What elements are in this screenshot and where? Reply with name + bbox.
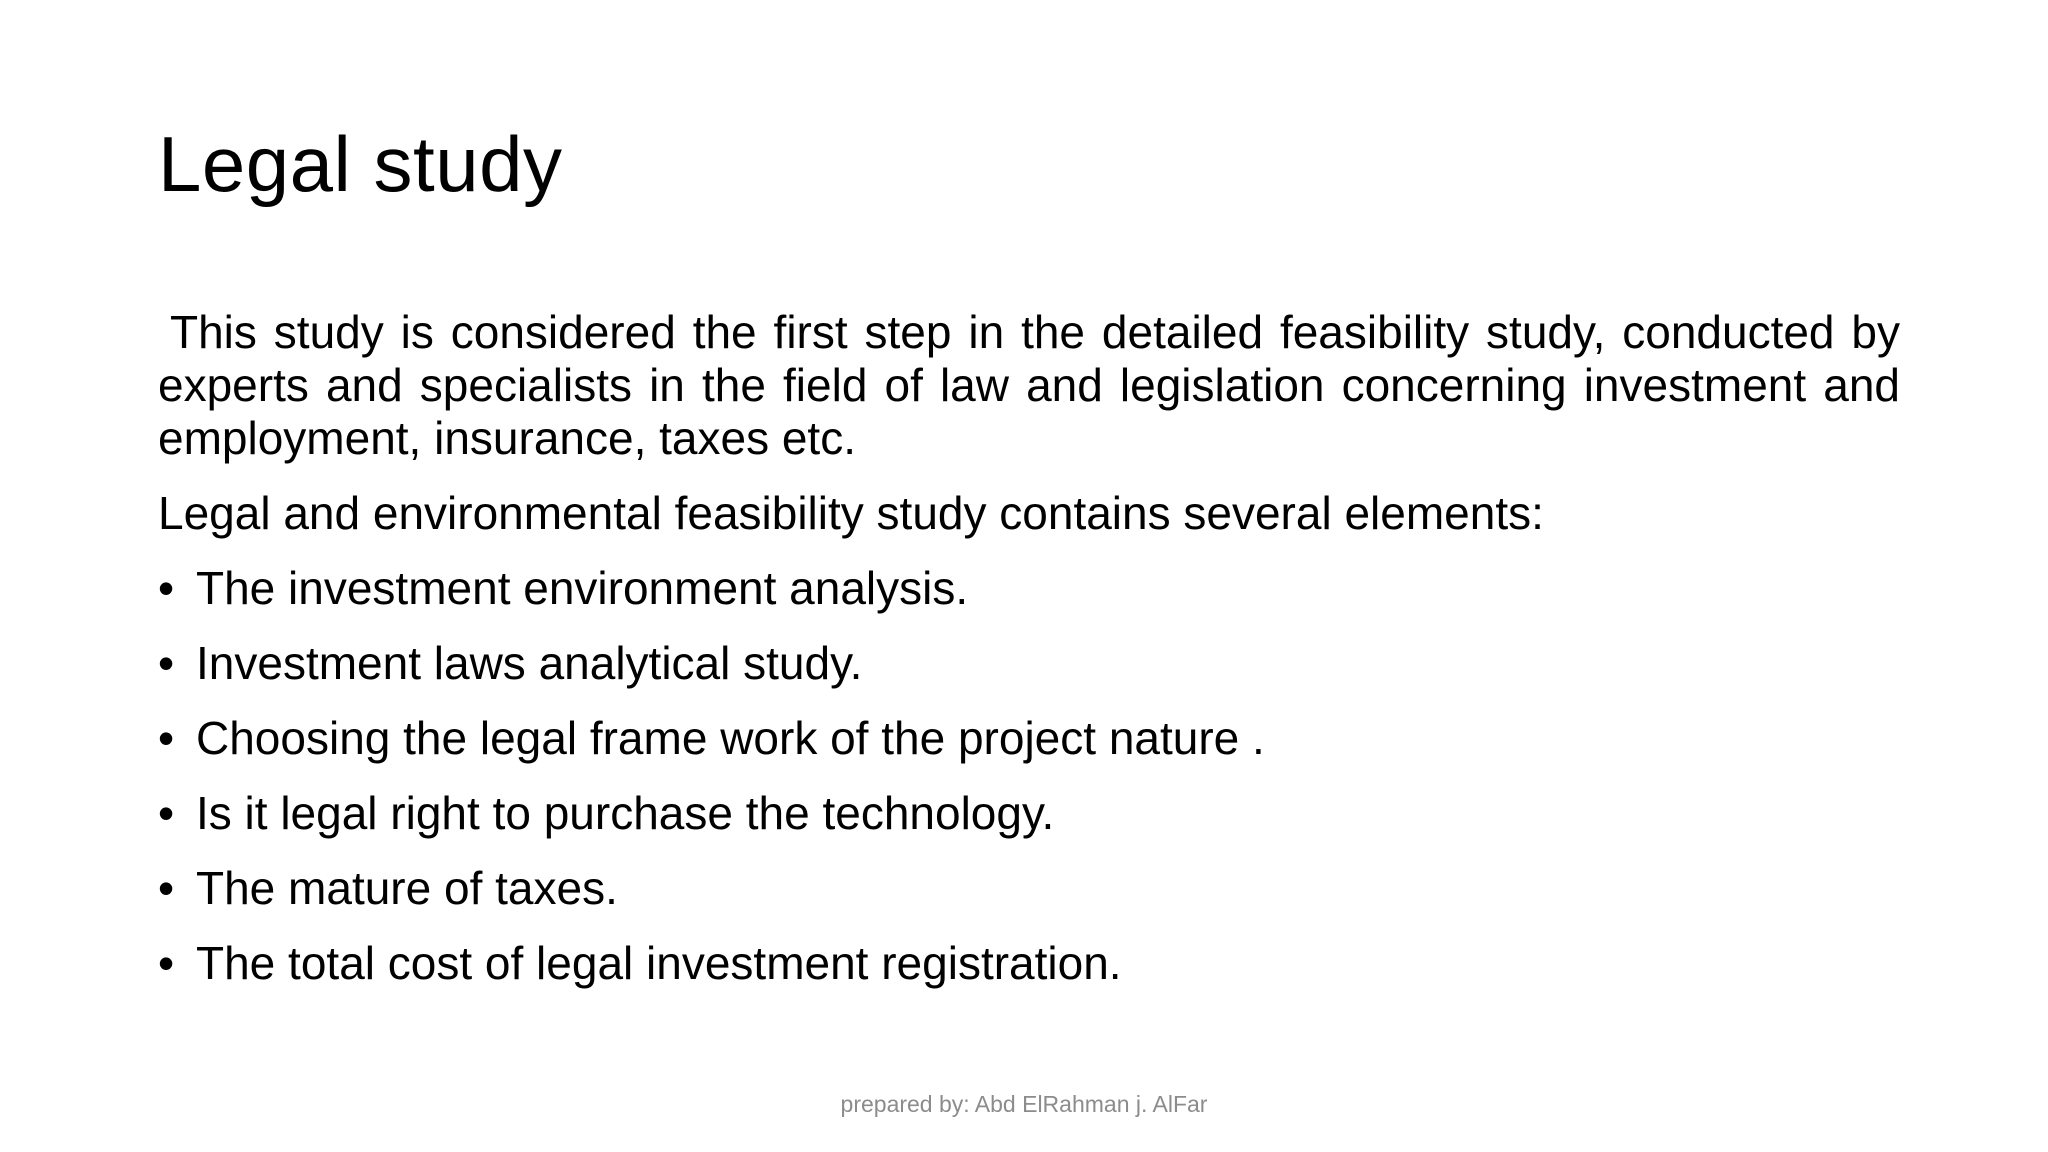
list-item [158,562,1900,615]
list-item-text: The total cost of legal investment registration. [196,937,1122,989]
bullet-list [158,562,1900,990]
bullet-icon: • [158,862,175,914]
list-item [158,787,1900,840]
list-item-text: Is it legal right to purchase the technology. [196,787,1055,839]
slide-title: Legal study [158,120,563,208]
list-item [158,712,1900,765]
slide-body [158,306,1900,1012]
bullet-icon: • [158,937,175,989]
bullet-icon: • [158,712,175,764]
footer-credit: prepared by: Abd ElRahman j. AlFar [840,1091,1208,1117]
intro-paragraph: This study is considered the first step in the detailed feasibility study, conducted by experts and specialists in the field of law and legislation concerning investment and employment, insurance, taxes etc. [158,306,1900,464]
list-item [158,637,1900,690]
list-item [158,937,1900,990]
list-item-text: Investment laws analytical study. [196,637,863,689]
list-item-text: The investment environment analysis. [196,562,969,614]
bullet-icon: • [158,787,175,839]
bullet-icon: • [158,637,175,689]
list-item-text: Choosing the legal frame work of the project nature . [196,712,1265,764]
list-item-text: The mature of taxes. [196,862,618,914]
list-item [158,862,1900,915]
lead-paragraph: Legal and environmental feasibility study contains several elements: [158,487,1544,539]
bullet-icon: • [158,562,175,614]
